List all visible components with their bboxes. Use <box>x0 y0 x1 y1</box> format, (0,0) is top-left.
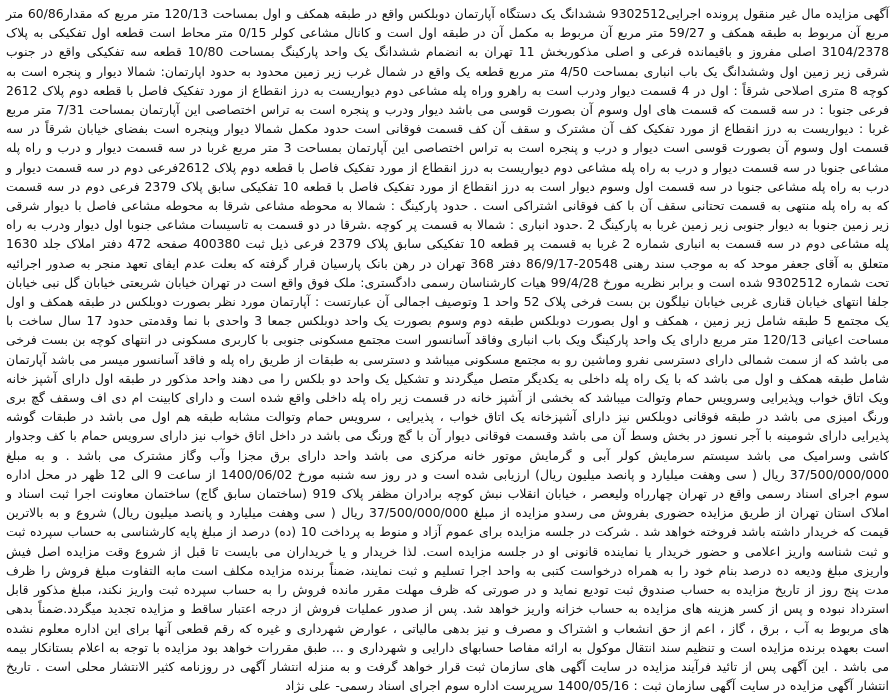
auction-notice-text: آگهی مزایده مال غیر منقول پرونده اجرایی9302512 ششدانگ یک دستگاه آپارتمان دوبلکس واقع در طبقه همکف و اول بمساحت 120/13 متر مربع که مقدار60/86 متر مربع آن مربوط به طبقه همکف و 59/27 متر مربع آن مربوط به مکمل آن در طبقه اول است و کانال مشاعی کولر 0/15 متر محاط است قطعه اول تفکیکی به پلاک 3104/2378 اصلی مفروز و باقیمانده فرعی و اصلی مذکوربخش 11 تهران به انضمام ششدانگ یک واحد پارکینگ بمساحت 10/80 قطعه سه تفکیکی واقع در جنوب شرقی زیر زمین اول وششدانگ یک باب انباری بمساحت 4/50 متر مربع قطعه یک واقع در شمال غرب زیر زمین محدود به حدود اپارتمان: شمالا دیوار و پنجره است به کوچه 8 متری اصلاحی شرقاً : اول در 4 قسمت دیوار ودرب است به راهرو وراه پله مشاعی دوم دیواریست به درز انقطاع از مورد تفکیک فاصل با قطعه دوم پلاک 2612 فرعی جنوبا : در سه قسمت که قسمت های اول وسوم آن بصورت قوسی می باشد دیوار ودرب و پنجره است به تراس اختصاصی این آپارتمان بمساحت 7/31 متر مربع غربا : دیواریست به درز انقطاع از مورد تفکیک کف آن مشترک و سقف آن کف قسمت فوقانی است حدود مکمل شمالا دیوار وپنجره است بفضای خیابان شرقاً در سه قسمت اول وسوم آن بصورت قوسی است دیوار و درب و پنجره است به تراس اختصاصی این آپارتمان بمساحت 3 متر مربع غربا در سه قسمت دیوار و درب و راه پله مشاعی جنوبا در سه قسمت دیوار و درب به راه پله مشاعی دوم دیواریست به درز انقطاع از مورد تفکیک فاصل با قطعه دوم پلاک 2612فرعی دوم در سه قسمت دیوار و درب به راه پله مشاعی جنوبا در سه قسمت اول وسوم دیوار است به درز انقطاع از مورد تفکیک فاصل با قطعه 10 تفکیکی سابق پلاک 2379 فرعی دوم در سه قسمت که به راه پله منتهی به قسمت تحتانی سقف آن با کف فوقانی اشتراکی است . حدود پارکینگ : شمالا به محوطه مشاعی شرقا به محوطه مشاعی فاصل با دیوار شرقی زیر زمین جنوبا به دیوار جنوبی زیر زمین غربا به پارکینگ 2 .حدود انباری : شمالا به قسمت پر کوچه .شرقا در دو قسمت به تاسیسات مشاعی جنوبا اول دیوار ودرب به راه پله مشاعی دوم در سه قسمت به انباری شماره 2 غربا به قسمت پر قطعه 10 تفکیکی سابق پلاک 2379 فرعی ذیل ثبت 400380 صفحه 472 دفتر املاک جلد 1630 متعلق به آقای جعفر موحد که به موجب سند رهنی 20548-86/9/17 دفتر 368 تهران در رهن بانک پارسیان قرار گرفته که بعلت عدم ایفای تعهد منجر به صدور اجرائیه تحت شماره 9302512 شده است و برابر نظریه مورخ 99/4/28 هیات کارشناسان رسمی دادگستری: ملک فوق واقع است در تهران خیابان شریعتی خیابان گل نبی خیابان جلفا انتهای خیابان قناری غربی خیابان نیلگون بن بست فرخی پلاک 52 واحد 1 وتوصیف اجمالی آن عبارتست : آپارتمان مورد نظر بصورت دوبلکس در طبقه همکف و اول یک مجتمع 5 طبقه شامل زیر زمین ، همکف و اول بصورت دوبلکس طبقه دوم وسوم بصورت یک واحد دوبلکس جمعا 3 واحدی با نما وقدمتی حدود 17 سال ساخت با مساحت اعیانی 120/13 متر مربع دارای یک واحد پارکینگ ویک باب انباری وفاقد آسانسور است مجتمع مسکونی جنوبی با کاربری مسکونی در انتهای کوچه بن بست فرخی می باشد که از سمت شمالی دارای دسترسی نفرو وماشین رو به مجتمع مسکونی میباشد و دسترسی به طبقات از طریق راه پله و فاقد آسانسور میسر می باشد آپارتمان شامل طبقه همکف و اول می باشد که با یک راه پله داخلی به یکدیگر متصل میگردند و تشکیل یک واحد دو بلکس را می دهند واحد مذکور در طبقه اول دارای آشپز خانه ویک اتاق خواب وپذیرایی وسرویس حمام وتوالت میباشد که بخشی از آشپز خانه در قسمت زیر راه پله داخلی واقع شده است و دارای کابینت ام دی اف وسقف گچ بری ورنگ امیزی می باشد در طبقه فوقانی دوبلکس نیز دارای آشپزخانه یک اتاق خواب ، پذیرایی ، سرویس حمام وتوالت مشابه طبقه هم اول می باشد در طبقات گوشه پذیرایی دارای شومینه با آجر نسوز در بخش وسط آن می باشد وقسمت فوقانی دیوار آن با گچ ورنگ می باشد در داخل اتاق خواب نیز دارای سرویس حمام با کف وجدوار کاشی وسرامیک می باشد سیستم سرمایش کولر آبی و گرمایش موتور خانه مرکزی می باشد واحد دارای برق مجزا وآب وگاز مشترک می باشد . و به مبلغ 37/500/000/000 ریال ( سی وهفت میلیارد و پانصد میلیون ریال) ارزیابی شده است و در روز سه شنبه مورخ 1400/06/02 از ساعت 9 الی 12 ظهر در محل اداره سوم اجرای اسناد رسمی واقع در تهران چهارراه ولیعصر ، خیابان انقلاب نبش کوچه برادران مظفر پلاک 919 (ساختمان سابق گاج) ساختمان معاونت اجرا ثبت اسناد و املاک استان تهران از طریق مزایده حضوری بفروش می رسدو مزایده از مبلغ 37/500/000/000 ریال ( سی وهفت میلیارد و پانصد میلیون ریال) شروع و به بالاترین قیمت که خریدار داشته باشد فروخته خواهد شد . شرکت در جلسه مزایده برای عموم آزاد و منوط به پرداخت 10 (ده) درصد از مبلغ پایه کارشناسی به حساب سپرده ثبت و ثبت شناسه واریز اعلامی و حضور خریدار یا نماینده قانونی او در جلسه مزایده است. لذا خریدار و یا خریداران می بایست تا قبل از شروع وقت مزایده اصل فیش واریزی مبلغ ودیعه ده درصد بنام خود را به همراه درخواست کتبی به واحد اجرا تسلیم و ثبت نمایند، ضمناً برنده مزایده مکلف است مابه التفاوت مبلغ فروش را ظرف مدت پنج روز از تاریخ مزایده به حساب صندوق ثبت تودیع نماید و در صورتی که ظرف مهلت مقرر مانده فروش را به حساب سپرده ثبت واریز نکند، مبلغ مذکور قابل استرداد نبوده و پس از کسر هزینه های مزایده به حساب خزانه واریز خواهد شد. پس از صدور عملیات فروش از درجه اعتبار ساقط و مزایده تجدید میگردد.ضمناً بدهی های مربوط به آب ، برق ، گاز ، اعم از حق انشعاب و اشتراک و مصرف و نیز بدهی مالیاتی ، عوارض شهرداری و غیره که رقم قطعی آنها برای این اداره معلوم نشده است بعهده برنده مزایده است و تنظیم سند انتقال موکول به ارائه مفاصا حسابهای دارایی و شهرداری و ... طبق مقررات خواهد بود مزایده با توجه به اعلام بستانکار بیمه می باشد . این آگهی پس از تائید فرآیند مزایده در سایت آگهی های سازمان ثبت قرار خواهد گرفت و به منزله انتشار آگهی در روزنامه کثیر الانتشار محلی است . تاریخ انتشار آگهی مزایده در سایت آگهی سازمان ثبت : 1400/05/16 سرپرست اداره سوم اجرای اسناد رسمی- علی نژاد <box>6 6 890 694</box>
